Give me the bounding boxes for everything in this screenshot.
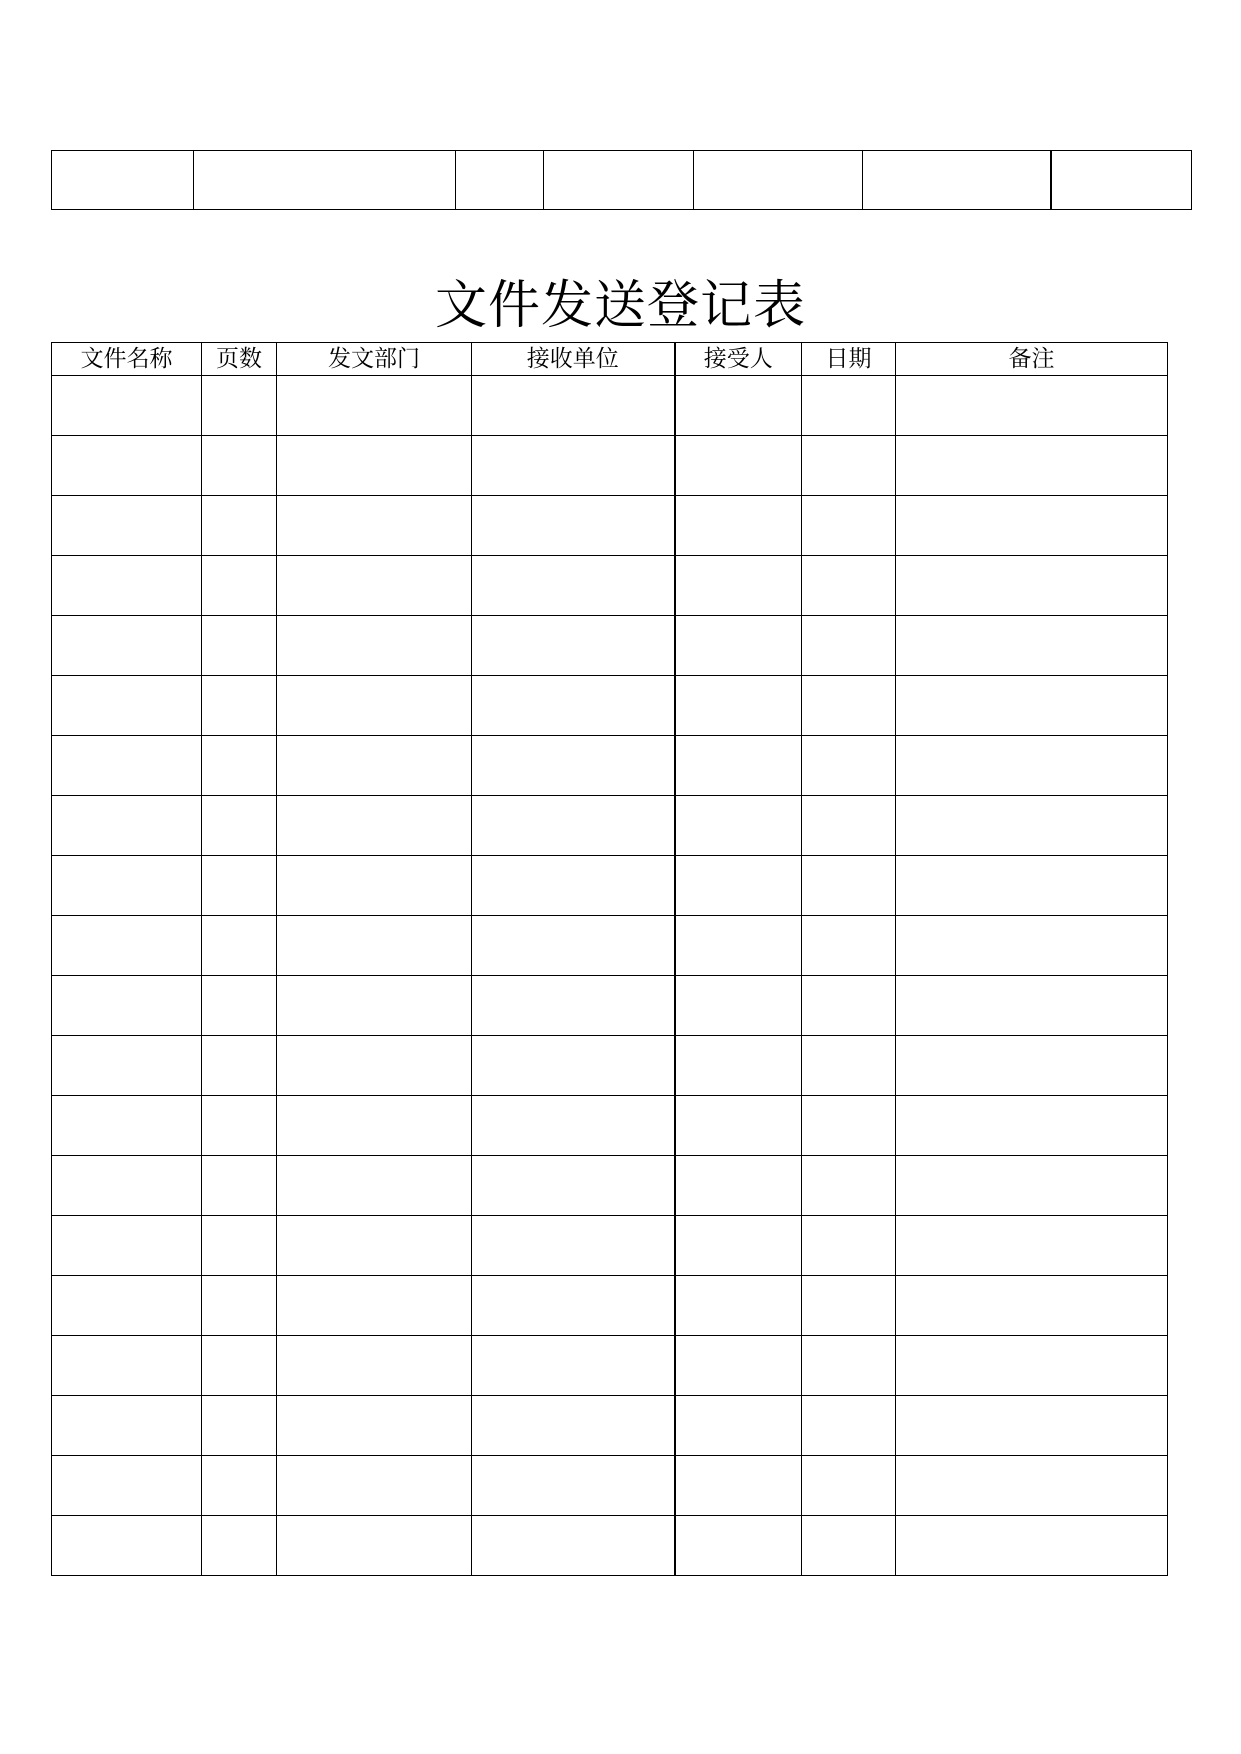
table-row [52, 376, 1168, 436]
table-cell[interactable] [802, 1276, 896, 1336]
table-cell[interactable] [896, 1216, 1168, 1276]
table-header-row [52, 343, 1168, 376]
table-cell[interactable] [675, 1036, 802, 1096]
table-cell[interactable] [896, 736, 1168, 796]
table-cell[interactable] [277, 376, 472, 436]
table-cell[interactable] [52, 376, 202, 436]
table-cell[interactable] [202, 1456, 277, 1516]
table-cell[interactable] [896, 1336, 1168, 1396]
table-row [52, 1276, 1168, 1336]
table-cell[interactable] [896, 976, 1168, 1036]
table-row [52, 1216, 1168, 1276]
table-cell[interactable] [896, 376, 1168, 436]
table-cell[interactable] [277, 1096, 472, 1156]
table-cell[interactable] [202, 496, 277, 556]
table-cell[interactable] [277, 1396, 472, 1456]
table-cell[interactable] [52, 1096, 202, 1156]
table-cell[interactable] [277, 856, 472, 916]
table-cell[interactable] [802, 1216, 896, 1276]
table-cell[interactable] [472, 676, 675, 736]
table-cell[interactable] [896, 916, 1168, 976]
table-cell[interactable] [896, 1456, 1168, 1516]
table-cell[interactable] [675, 1396, 802, 1456]
table-cell[interactable] [202, 1336, 277, 1396]
table-cell[interactable] [52, 1336, 202, 1396]
table-cell[interactable] [896, 676, 1168, 736]
table-cell[interactable] [277, 736, 472, 796]
table-cell[interactable] [277, 1156, 472, 1216]
table-cell[interactable] [802, 676, 896, 736]
table-cell[interactable] [802, 796, 896, 856]
table-cell[interactable] [472, 1096, 675, 1156]
table-cell[interactable] [472, 436, 675, 496]
table-cell[interactable] [472, 1396, 675, 1456]
table-cell[interactable] [202, 436, 277, 496]
header-strip-cell[interactable] [694, 151, 863, 210]
table-cell[interactable] [277, 496, 472, 556]
table-row [52, 556, 1168, 616]
table-cell[interactable] [675, 1336, 802, 1396]
table-cell[interactable] [277, 1036, 472, 1096]
table-cell[interactable] [896, 496, 1168, 556]
table-cell[interactable] [675, 796, 802, 856]
table-cell[interactable] [675, 436, 802, 496]
table-cell[interactable] [896, 856, 1168, 916]
table-row [52, 616, 1168, 676]
table-cell[interactable] [896, 1096, 1168, 1156]
table-cell[interactable] [802, 1456, 896, 1516]
table-row [52, 976, 1168, 1036]
header-strip-cell[interactable] [863, 151, 1051, 210]
table-cell[interactable] [896, 556, 1168, 616]
table-cell[interactable] [802, 1396, 896, 1456]
header-strip-cell[interactable] [194, 151, 456, 210]
table-cell[interactable] [802, 1156, 896, 1216]
table-cell[interactable] [277, 916, 472, 976]
table-row [52, 1156, 1168, 1216]
table-cell[interactable] [202, 736, 277, 796]
table-cell[interactable] [202, 1216, 277, 1276]
table-cell[interactable] [52, 976, 202, 1036]
table-cell[interactable] [202, 1036, 277, 1096]
table-cell[interactable] [802, 376, 896, 436]
table-cell[interactable] [802, 976, 896, 1036]
table-cell[interactable] [277, 616, 472, 676]
table-row [52, 736, 1168, 796]
table-cell[interactable] [896, 1036, 1168, 1096]
table-cell[interactable] [675, 976, 802, 1036]
table-cell[interactable] [202, 376, 277, 436]
table-cell[interactable] [675, 556, 802, 616]
table-cell[interactable] [802, 916, 896, 976]
table-cell[interactable] [802, 496, 896, 556]
table-cell[interactable] [896, 1156, 1168, 1216]
table-row [52, 436, 1168, 496]
table-cell[interactable] [277, 1216, 472, 1276]
table-cell[interactable] [202, 556, 277, 616]
table-cell[interactable] [202, 1156, 277, 1216]
table-cell[interactable] [472, 976, 675, 1036]
table-cell[interactable] [472, 556, 675, 616]
table-cell[interactable] [277, 676, 472, 736]
table-cell[interactable] [802, 736, 896, 796]
table-row [52, 856, 1168, 916]
table-cell[interactable] [202, 676, 277, 736]
table-cell[interactable] [52, 676, 202, 736]
table-cell[interactable] [675, 616, 802, 676]
table-cell[interactable] [675, 1276, 802, 1336]
table-cell[interactable] [202, 856, 277, 916]
table-cell[interactable] [675, 916, 802, 976]
table-cell[interactable] [202, 796, 277, 856]
table-cell[interactable] [277, 1276, 472, 1336]
table-cell[interactable] [472, 1516, 675, 1576]
table-cell[interactable] [277, 436, 472, 496]
column-header-sending-dept: 发文部门 [277, 343, 472, 376]
table-row [52, 496, 1168, 556]
table-cell[interactable] [472, 856, 675, 916]
table-cell[interactable] [675, 1516, 802, 1576]
table-row [52, 916, 1168, 976]
column-header-file-name: 文件名称 [52, 343, 202, 376]
table-cell[interactable] [52, 436, 202, 496]
table-cell[interactable] [277, 1516, 472, 1576]
table-cell[interactable] [675, 1096, 802, 1156]
register-table [51, 342, 1168, 1576]
table-cell[interactable] [52, 1216, 202, 1276]
table-cell[interactable] [896, 436, 1168, 496]
table-cell[interactable] [202, 916, 277, 976]
table-cell[interactable] [52, 496, 202, 556]
header-strip-cell[interactable] [1051, 151, 1192, 210]
table-cell[interactable] [896, 1516, 1168, 1576]
table-row [52, 1336, 1168, 1396]
table-cell[interactable] [802, 1516, 896, 1576]
column-header-receiving-unit: 接收单位 [472, 343, 675, 376]
table-cell[interactable] [472, 1276, 675, 1336]
table-cell[interactable] [202, 1096, 277, 1156]
table-cell[interactable] [675, 1156, 802, 1216]
table-cell[interactable] [896, 616, 1168, 676]
table-cell[interactable] [802, 616, 896, 676]
header-strip [51, 150, 1192, 210]
page-title: 文件发送登记表 [434, 276, 806, 336]
table-cell[interactable] [277, 1336, 472, 1396]
table-cell[interactable] [52, 1396, 202, 1456]
table-cell[interactable] [675, 1216, 802, 1276]
table-row [52, 1096, 1168, 1156]
table-cell[interactable] [802, 556, 896, 616]
table-cell[interactable] [52, 796, 202, 856]
table-cell[interactable] [52, 1276, 202, 1336]
table-cell[interactable] [277, 796, 472, 856]
table-cell[interactable] [202, 1516, 277, 1576]
table-row [52, 676, 1168, 736]
table-row [52, 1396, 1168, 1456]
table-cell[interactable] [472, 736, 675, 796]
table-cell[interactable] [802, 1036, 896, 1096]
table-row [52, 1456, 1168, 1516]
table-cell[interactable] [52, 1156, 202, 1216]
table-cell[interactable] [52, 856, 202, 916]
table-cell[interactable] [277, 1456, 472, 1516]
table-cell[interactable] [52, 736, 202, 796]
table-cell[interactable] [202, 976, 277, 1036]
table-cell[interactable] [52, 1036, 202, 1096]
table-cell[interactable] [472, 376, 675, 436]
table-cell[interactable] [202, 1396, 277, 1456]
table-body [52, 376, 1168, 1576]
table-cell[interactable] [277, 976, 472, 1036]
table-cell[interactable] [675, 856, 802, 916]
column-header-pages: 页数 [202, 343, 277, 376]
table-cell[interactable] [472, 1336, 675, 1396]
table-cell[interactable] [52, 1516, 202, 1576]
table-cell[interactable] [52, 916, 202, 976]
column-header-recipient: 接受人 [675, 343, 802, 376]
table-cell[interactable] [52, 616, 202, 676]
table-cell[interactable] [472, 1216, 675, 1276]
header-strip-cell[interactable] [52, 151, 194, 210]
table-cell[interactable] [675, 1456, 802, 1516]
table-cell[interactable] [472, 1036, 675, 1096]
header-strip-cell[interactable] [544, 151, 694, 210]
table-cell[interactable] [896, 796, 1168, 856]
table-cell[interactable] [675, 676, 802, 736]
table-cell[interactable] [472, 496, 675, 556]
table-cell[interactable] [675, 496, 802, 556]
table-cell[interactable] [472, 916, 675, 976]
table-cell[interactable] [472, 1456, 675, 1516]
column-header-remarks: 备注 [896, 343, 1168, 376]
table-cell[interactable] [52, 1456, 202, 1516]
table-cell[interactable] [802, 856, 896, 916]
table-row [52, 1516, 1168, 1576]
table-cell[interactable] [896, 1276, 1168, 1336]
header-strip-row [52, 151, 1192, 210]
table-cell[interactable] [675, 736, 802, 796]
column-header-date: 日期 [802, 343, 896, 376]
table-cell[interactable] [202, 1276, 277, 1336]
table-cell[interactable] [202, 616, 277, 676]
table-cell[interactable] [52, 556, 202, 616]
table-cell[interactable] [472, 1156, 675, 1216]
table-cell[interactable] [802, 436, 896, 496]
table-cell[interactable] [675, 376, 802, 436]
table-cell[interactable] [472, 616, 675, 676]
table-cell[interactable] [472, 796, 675, 856]
table-cell[interactable] [802, 1096, 896, 1156]
header-strip-cell[interactable] [456, 151, 544, 210]
table-row [52, 796, 1168, 856]
table-row [52, 1036, 1168, 1096]
table-cell[interactable] [277, 556, 472, 616]
table-cell[interactable] [802, 1336, 896, 1396]
table-cell[interactable] [896, 1396, 1168, 1456]
